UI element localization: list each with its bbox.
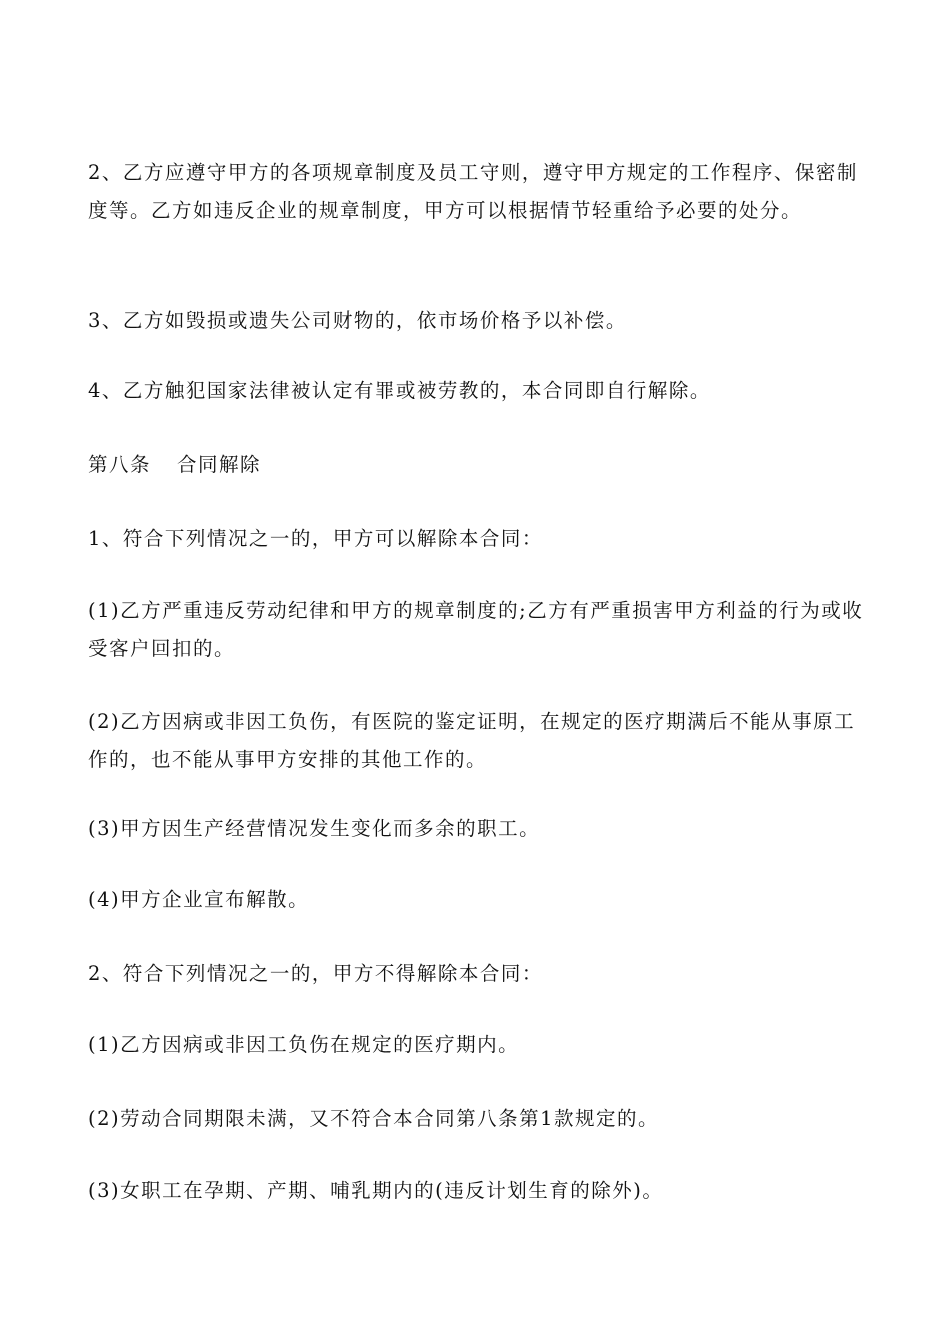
clause-8-item-2: 2、符合下列情况之一的，甲方不得解除本合同： (88, 962, 543, 985)
clause-8-1-sub-4: (4)甲方企业宣布解散。 (88, 888, 310, 911)
article-number: 第八条 (88, 453, 152, 476)
article-8-heading (88, 446, 864, 484)
clause-8-1-sub-1: (1)乙方严重违反劳动纪律和甲方的规章制度的;乙方有严重损害甲方利益的行为或收受客户回扣的。 (88, 599, 864, 660)
clause-8-1-sub-3: (3)甲方因生产经营情况发生变化而多余的职工。 (88, 817, 541, 840)
clause-8-item-1: 1、符合下列情况之一的，甲方可以解除本合同： (88, 527, 543, 550)
clause-7-item-2: 2、乙方应遵守甲方的各项规章制度及员工守则，遵守甲方规定的工作程序、保密制度等。乙方如违反企业的规章制度，甲方可以根据情节轻重给予必要的处分。 (88, 161, 858, 222)
clause-7-item-3: 3、乙方如毁损或遗失公司财物的，依市场价格予以补偿。 (88, 309, 627, 332)
article-title: 合同解除 (177, 453, 262, 476)
clause-8-2-sub-2: (2)劳动合同期限未满，又不符合本合同第八条第1款规定的。 (88, 1107, 660, 1130)
clause-7-item-4: 4、乙方触犯国家法律被认定有罪或被劳教的，本合同即自行解除。 (88, 379, 711, 402)
clause-8-2-sub-3: (3)女职工在孕期、产期、哺乳期内的(违反计划生育的除外)。 (88, 1179, 664, 1202)
clause-8-1-sub-2: (2)乙方因病或非因工负伤，有医院的鉴定证明，在规定的医疗期满后不能从事原工作的，也不能从事甲方安排的其他工作的。 (88, 710, 856, 771)
clause-8-2-sub-1: (1)乙方因病或非因工负伤在规定的医疗期内。 (88, 1033, 520, 1056)
